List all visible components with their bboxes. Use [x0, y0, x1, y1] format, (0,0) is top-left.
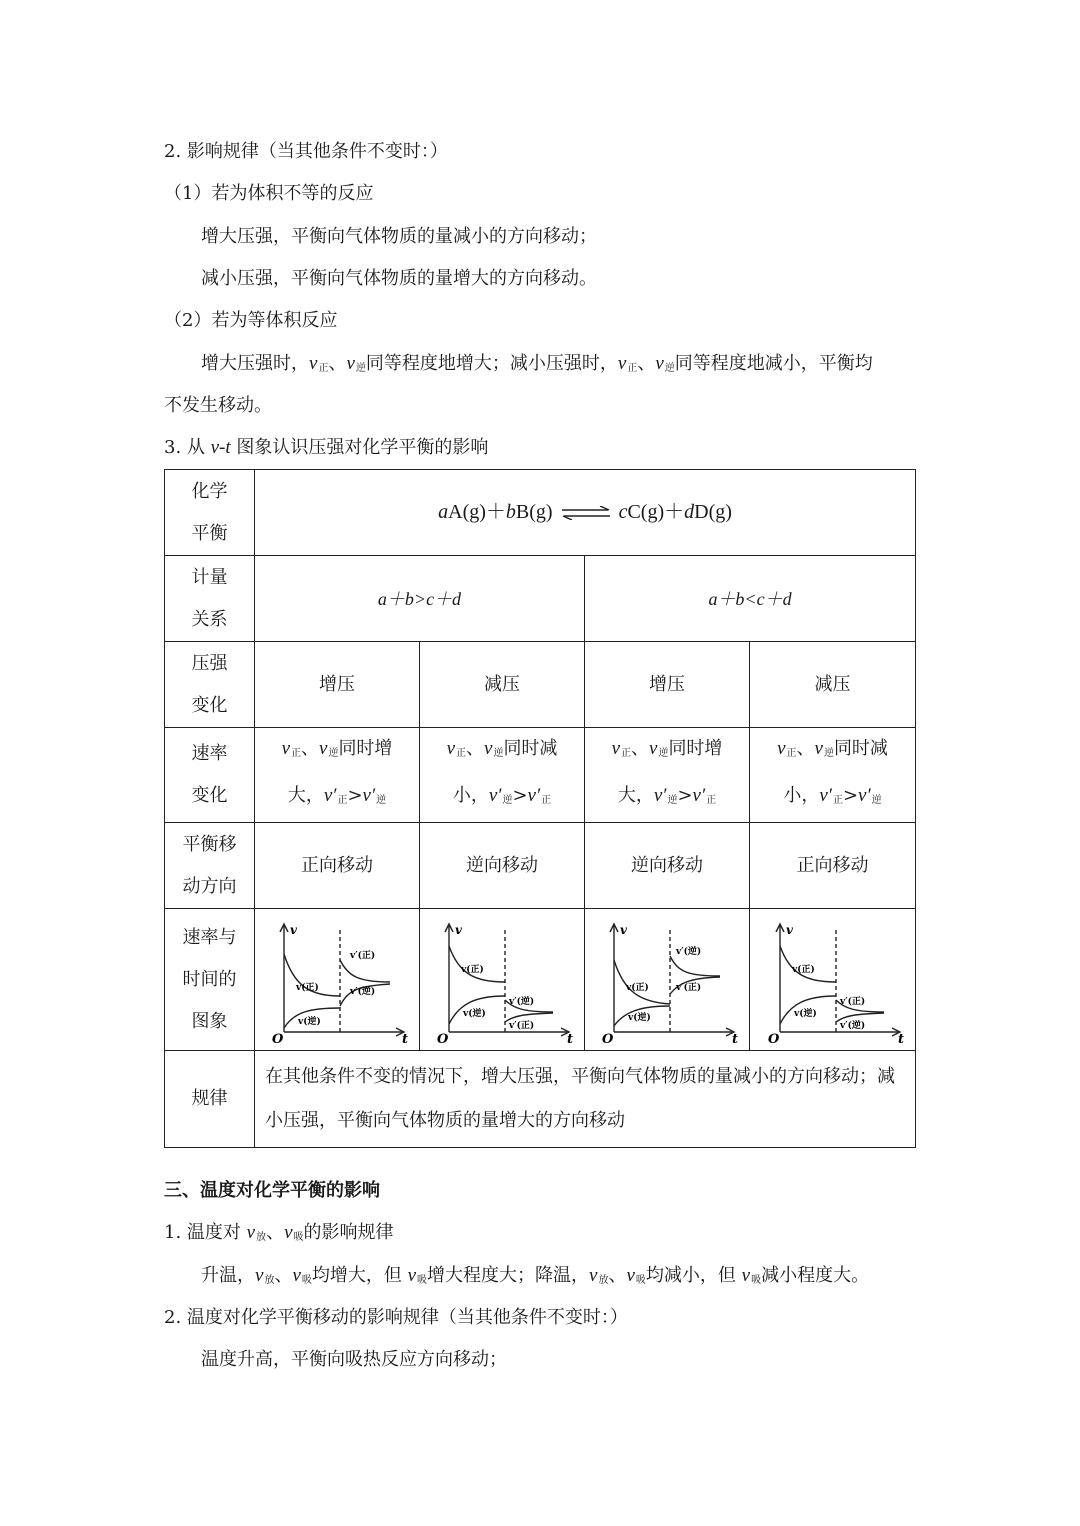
- vt-graph: [427, 916, 577, 1044]
- var-v: v: [626, 1265, 635, 1286]
- table-row: [165, 1051, 916, 1148]
- paragraph: [201, 1264, 869, 1293]
- var-v: v: [319, 738, 328, 759]
- rate-line: [750, 728, 915, 775]
- subscript: 逆: [493, 748, 504, 759]
- subscript: 吸: [635, 1275, 646, 1286]
- subscript: 逆: [667, 795, 678, 806]
- section-heading: 2. 影响规律（当其他条件不变时：）: [164, 141, 448, 162]
- label-line: 化学: [191, 480, 228, 502]
- curve-label: v(逆): [463, 1008, 486, 1019]
- relation: >: [842, 785, 859, 806]
- text: 同等程度地增大；减小压强时，: [365, 353, 618, 374]
- species-d: D(g): [694, 501, 732, 523]
- subscript: 放: [264, 1275, 275, 1286]
- var-v: v′: [362, 785, 376, 806]
- item-title: 2. 温度对化学平衡移动的影响规律（当其他条件不变时：）: [164, 1307, 628, 1328]
- text: 大，: [287, 785, 324, 806]
- origin: O: [437, 1031, 449, 1044]
- text: 、: [637, 353, 656, 374]
- equation-cell: [255, 470, 916, 556]
- text: 、: [328, 353, 347, 374]
- var-v: v′: [692, 785, 706, 806]
- text: 、: [796, 738, 815, 759]
- row-label: [165, 823, 255, 909]
- curve-label: v′(正): [350, 950, 376, 961]
- direction-cell: 逆向移动: [420, 823, 585, 909]
- table-row: [165, 728, 916, 823]
- text: 同时减: [503, 738, 558, 759]
- text: 小，: [783, 785, 820, 806]
- graph-cell: [420, 909, 585, 1051]
- row-label: [165, 642, 255, 728]
- rate-line: [255, 775, 419, 822]
- text: 均减小，但: [645, 1265, 742, 1286]
- table-row: [165, 823, 916, 909]
- rate-cell: [255, 728, 420, 823]
- subscript: 正: [541, 795, 552, 806]
- var-v: v: [309, 353, 318, 374]
- axis-t: t: [567, 1031, 574, 1044]
- table-row: [165, 556, 916, 642]
- item-title: （2）若为等体积反应: [164, 310, 338, 331]
- var-v: v: [346, 353, 355, 374]
- subscript: 正: [291, 748, 301, 759]
- var-v: v: [741, 1265, 751, 1286]
- var-v: v′: [323, 785, 337, 806]
- ratio-expression: a＋b<c＋d: [708, 588, 792, 609]
- ratio-cell: [255, 556, 585, 642]
- subscript: 逆: [502, 795, 513, 806]
- pressure-cell: 减压: [750, 642, 916, 728]
- text: 大，: [617, 785, 654, 806]
- label-line: 平衡移: [182, 833, 237, 855]
- rate-line: [420, 775, 584, 822]
- subscript: 逆: [823, 748, 834, 759]
- paragraph: [201, 352, 873, 381]
- axis-v: v: [290, 922, 297, 937]
- rate-line: [750, 775, 915, 822]
- var-v: v: [814, 738, 823, 759]
- coef-a: a: [438, 501, 449, 523]
- subscript: 正: [627, 363, 638, 374]
- var-v: v′: [653, 785, 667, 806]
- rate-line: [585, 728, 749, 775]
- coef-d: d: [684, 501, 695, 523]
- origin: O: [602, 1031, 614, 1044]
- curve-label: v(正): [626, 982, 649, 993]
- item-title: [164, 1221, 394, 1250]
- item-title: （1）若为体积不等的反应: [164, 183, 374, 204]
- label-line: 动方向: [182, 875, 237, 897]
- rate-cell: [750, 728, 916, 823]
- text: 均增大，但: [311, 1265, 408, 1286]
- text: 小，: [452, 785, 489, 806]
- label-line: 速率与: [182, 926, 237, 948]
- origin: O: [272, 1031, 284, 1044]
- coef-c: c: [618, 501, 628, 523]
- text: 3. 从: [164, 437, 211, 458]
- ratio-expression: a＋b>c＋d: [377, 588, 462, 609]
- label-line: 关系: [191, 608, 228, 630]
- rate-line: [585, 775, 749, 822]
- subscript: 正: [318, 363, 329, 374]
- rule-cell: 在其他条件不变的情况下，增大压强，平衡向气体物质的量减小的方向移动；减小压强，平衡向气体物质的量增大的方向移动: [255, 1051, 916, 1148]
- subscript: 正: [706, 795, 717, 806]
- subscript: 放: [598, 1275, 609, 1286]
- subscript: 正: [456, 748, 466, 759]
- subscript: 吸: [417, 1275, 428, 1286]
- var-v: v: [246, 1222, 256, 1243]
- text: 、: [301, 738, 319, 759]
- row-label: [165, 556, 255, 642]
- label-line: 速率: [191, 743, 228, 764]
- paragraph: 增大压强，平衡向气体物质的量减小的方向移动；: [201, 226, 597, 247]
- axis-v: v: [455, 922, 462, 937]
- text: 增大压强时，: [201, 353, 309, 374]
- axis-v: v: [620, 922, 627, 937]
- subscript: 吸: [293, 1232, 304, 1243]
- var-v: v: [777, 738, 786, 759]
- subscript: 正: [621, 748, 631, 759]
- curve-label: v(逆): [298, 1016, 321, 1027]
- var-v: v: [611, 738, 620, 759]
- section-heading: 三、温度对化学平衡的影响: [164, 1180, 380, 1201]
- label-line: 图象: [191, 1010, 228, 1032]
- pressure-effect-table: [164, 469, 916, 1148]
- vt-graph: [758, 916, 908, 1044]
- curve-label: v′(逆): [509, 996, 535, 1007]
- subscript: 放: [256, 1232, 267, 1243]
- species-c: C(g)＋: [627, 501, 685, 523]
- species-a: A(g)＋: [448, 501, 506, 523]
- curve-label: v′(逆): [839, 1020, 865, 1031]
- curve-label: v(逆): [628, 1012, 651, 1023]
- curve-label: v′(正): [676, 982, 702, 993]
- subscript: 正: [832, 795, 843, 806]
- curve-label: v′(正): [839, 996, 865, 1007]
- relation: >: [677, 785, 693, 806]
- paragraph: 不发生移动。: [164, 395, 272, 416]
- var-v: v: [446, 738, 455, 759]
- text: 升温，: [201, 1265, 255, 1286]
- text: 、: [631, 738, 649, 759]
- text: 图象认识压强对化学平衡的影响: [230, 437, 489, 458]
- axis-t: t: [732, 1031, 739, 1044]
- paragraph: 温度升高，平衡向吸热反应方向移动；: [201, 1349, 507, 1370]
- label-line: 压强: [191, 652, 228, 674]
- label-line: 变化: [191, 785, 228, 806]
- ratio-cell: [585, 556, 916, 642]
- rate-cell: [585, 728, 750, 823]
- rate-line: [255, 728, 419, 775]
- row-label: [165, 728, 255, 823]
- rate-cell: [420, 728, 585, 823]
- axis-t: t: [897, 1031, 904, 1044]
- var-v: v: [284, 1222, 293, 1243]
- relation: >: [347, 785, 363, 806]
- axis-v: v: [785, 922, 793, 937]
- subscript: 逆: [328, 748, 339, 759]
- curve-label: v′(正): [509, 1020, 535, 1031]
- relation: >: [512, 785, 528, 806]
- pressure-cell: 增压: [585, 642, 750, 728]
- subscript: 正: [786, 748, 797, 759]
- subscript: 逆: [355, 363, 366, 374]
- text: 同时增: [668, 738, 723, 759]
- pressure-cell: 增压: [255, 642, 420, 728]
- pressure-cell: 减压: [420, 642, 585, 728]
- subscript: 逆: [664, 363, 675, 374]
- text: 同等程度地减小，平衡均: [674, 353, 873, 374]
- var-v: v: [617, 353, 627, 374]
- direction-cell: 正向移动: [750, 823, 916, 909]
- direction-cell: 逆向移动: [585, 823, 750, 909]
- text: 增大程度大；降温，: [427, 1265, 590, 1286]
- row-label: [165, 909, 255, 1051]
- rate-line: [420, 728, 584, 775]
- var-v: v′: [858, 785, 871, 806]
- subscript: 吸: [301, 1275, 312, 1286]
- var-v: v: [292, 1265, 301, 1286]
- var-v: v: [407, 1265, 417, 1286]
- text: 、: [608, 1265, 627, 1286]
- graph-cell: [585, 909, 750, 1051]
- text: 、: [266, 1222, 285, 1243]
- subscript: 正: [337, 795, 348, 806]
- text: 同时减: [833, 738, 888, 759]
- var-v: v′: [527, 785, 541, 806]
- text: 1. 温度对: [164, 1222, 247, 1243]
- paragraph: 减小压强，平衡向气体物质的量增大的方向移动。: [201, 268, 597, 289]
- curve-label: v(逆): [793, 1008, 817, 1019]
- text: 同时增: [338, 738, 393, 759]
- chemical-equation: [438, 501, 732, 523]
- var-vt: v-t: [210, 437, 231, 458]
- label-line: 平衡: [191, 522, 228, 544]
- equilibrium-arrow-icon: [560, 506, 612, 520]
- subscript: 逆: [376, 795, 387, 806]
- subscript: 逆: [871, 795, 882, 806]
- table-row: [165, 642, 916, 728]
- label-line: 变化: [191, 694, 228, 716]
- section-heading: [164, 436, 488, 460]
- var-v: v′: [819, 785, 832, 806]
- vt-graph: [262, 916, 412, 1044]
- var-v: v: [281, 738, 290, 759]
- var-v: v′: [488, 785, 502, 806]
- origin: O: [767, 1031, 779, 1044]
- vt-graph: [592, 916, 742, 1044]
- table-row: [165, 470, 916, 556]
- curve-label: v(正): [791, 964, 815, 975]
- label-line: 时间的: [182, 968, 237, 990]
- text: 减小程度大。: [761, 1265, 870, 1286]
- subscript: 吸: [751, 1275, 762, 1286]
- curve-label: v′(逆): [350, 986, 376, 997]
- axis-t: t: [402, 1031, 409, 1044]
- row-label: [165, 470, 255, 556]
- graph-cell: [750, 909, 916, 1051]
- text: 、: [466, 738, 484, 759]
- curve-label: v′(逆): [676, 946, 702, 957]
- curve-label: v(正): [461, 964, 484, 975]
- subscript: 逆: [658, 748, 669, 759]
- coef-b: b: [505, 501, 516, 523]
- curve-label: v(正): [296, 982, 319, 993]
- var-v: v: [655, 353, 664, 374]
- var-v: v: [589, 1265, 598, 1286]
- text: 、: [274, 1265, 293, 1286]
- text: 的影响规律: [303, 1222, 394, 1243]
- table-row: [165, 909, 916, 1051]
- var-v: v: [484, 738, 493, 759]
- direction-cell: 正向移动: [255, 823, 420, 909]
- graph-cell: [255, 909, 420, 1051]
- species-b: B(g): [515, 501, 553, 523]
- row-label: 规律: [165, 1051, 255, 1148]
- label-line: 计量: [191, 566, 228, 588]
- var-v: v: [649, 738, 658, 759]
- var-v: v: [255, 1265, 264, 1286]
